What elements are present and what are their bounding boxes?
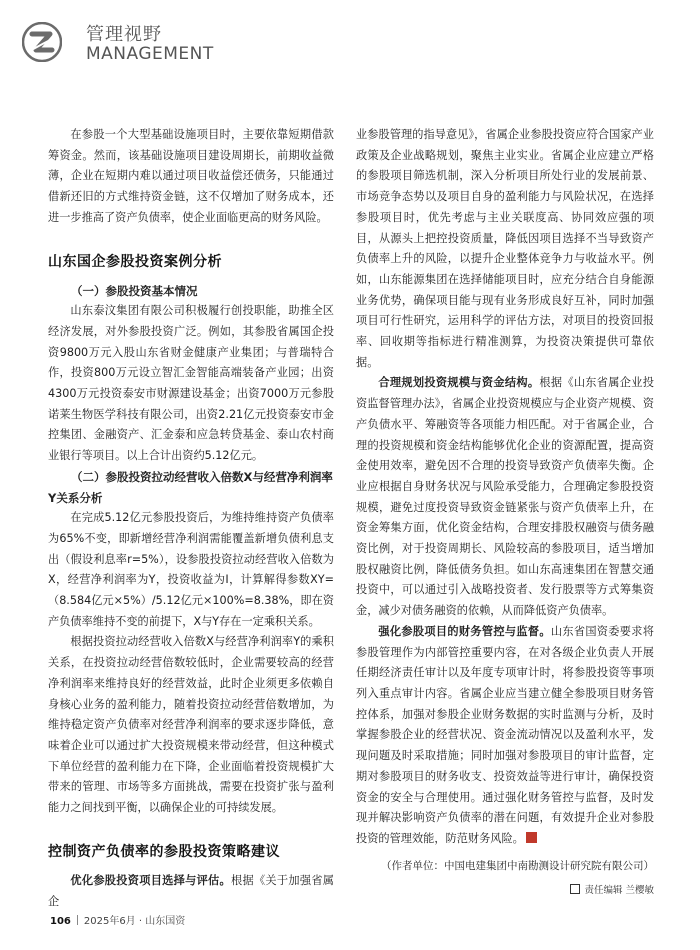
footer-divider <box>77 915 78 925</box>
right-column <box>356 125 654 896</box>
page-footer <box>50 912 185 927</box>
paragraph <box>48 871 334 912</box>
end-mark-icon <box>526 832 537 843</box>
editor-name: 责任编辑 兰樱敏 <box>584 884 654 896</box>
paragraph: 山东泰汶集团有限公司积极履行创投职能，助推全区经济发展，对外参股投资广泛。例如，其参股省属国企投资9800万元入股山东省财金健康产业集团；与普瑞特合作，投资800万元设立智汇金智能高端装备产业园；出资4300万元投资泰安市财源建设基金；出资7000万元参股诺莱生物医学科技有限公司，出资2.21亿元投资泰安市金控集团、金融资产、汇金泰和应急转贷基金、泰山农村商业银行等项目。以上合计出资约5.12亿元。 <box>48 304 334 463</box>
magazine-logo-icon <box>22 22 62 62</box>
paragraph <box>356 622 654 850</box>
paragraph-text: 根据《山东省属企业投资监督管理办法》，省属企业投资规模应与企业资产规模、资产负债水平、筹融资等各项能力相匹配。对于省属企业，合理的投资规模和资金结构能够优化企业的资源配置，提高资金使用效率，避免因不合理的投资导致资产负债率失衡。企业应根据自身财务状况与风险承受能力，合理确定参股投资规模，避免过度投资导致资金链紧张与资产负债率上升，在资金筹集方面，优化资金结构，合理安排股权融资与债务融资比例，对于投资周期长、风险较高的参股项目，适当增加股权融资比例，降低债务负担。如山东高速集团在智慧交通投资中，可以通过引入战略投资者、发行股票等方式筹集资金，减少对债务融资的依赖，从而降低资产负债率。 <box>356 376 654 618</box>
editor-credit <box>356 882 654 896</box>
paragraph: 在完成5.12亿元参股投资后，为维持维持资产负债率为65%不变，即新增经营净利润需能覆盖新增负债利息支出（假设利息率r=5%），设参股投资拉动经营收入倍数为X，经营净利润率为Y，投资收益为I，计算解得参数XY=（8.584亿元×5%）/5.12亿元×100%=8.38%，即在资产负债率维持不变的前提下，X与Y存在一定乘积关系。 <box>48 511 334 628</box>
heading-strategy: 控制资产负债率的参股投资策略建议 <box>48 843 280 860</box>
issue-info: 2025年6月 · 山东国资 <box>83 916 186 927</box>
paragraph-text: 山东省国资委要求将参股管理作为内部管控重要内容，在对各级企业负责人开展任期经济责任审计以及年度专项审计时，将参股投资等事项列入重点审计内容。省属企业应当建立健全参股项目财务管控体系，加强对参股企业财务数据的实时监测与分析，及时掌握参股企业的经营状况、资金流动情况以及盈利水平，发现问题及时采取措施；同时加强对参股项目的审计监督，定期对参股项目的财务收支、投资效益等进行审计，确保投资资金的安全与合理使用。通过强化财务管控与监督，及时发现并解决影响资产负债率的潜在问题，有效提升企业对参股投资的管理效能，防范财务风险。 <box>356 624 654 845</box>
left-column <box>48 125 334 912</box>
section-title-cn: 管理视野 <box>86 24 162 45</box>
subheading-xy-relation: （二）参股投资拉动经营收入倍数X与经营净利润率Y关系分析 <box>48 469 333 505</box>
heading-case-analysis: 山东国企参股投资案例分析 <box>48 253 222 270</box>
paragraph-keyword: 合理规划投资规模与资金结构。 <box>378 376 540 390</box>
page-number: 106 <box>50 916 71 927</box>
paragraph: 业参股管理的指导意见》，省属企业参股投资应符合国家产业政策及企业战略规划，聚焦主业实业。省属企业应建立严格的参股项目筛选机制，深入分析项目所处行业的发展前景、市场竞争态势以及项目自身的盈利能力与风险状况，在选择参股项目时，优先考虑与主业关联度高、协同效应强的项目，从源头上把控投资质量，降低因项目选择不当导致资产负债率上升的风险，以提升企业整体竞争力与收益水平。例如，山东能源集团在选择储能项目时，应充分结合自身能源业务优势，确保项目能与现有业务形成良好互补，同时加强项目可行性研究，运用科学的评估方法，对项目的投资回报率、回收期等指标进行精准测算，为投资决策提供可靠依据。 <box>356 128 654 369</box>
paragraph: 在参股一个大型基础设施项目时，主要依靠短期借款筹资金。然而，该基础设施项目建设周期长，前期收益微薄，企业在短期内难以通过项目收益偿还债务，只能通过借新还旧的方式维持资金链，这不仅增加了财务成本，还进一步推高了资产负债率，使企业面临更高的财务风险。 <box>48 128 334 224</box>
square-icon <box>570 884 580 894</box>
page-header <box>0 0 700 80</box>
paragraph-text: 根据《关于加强省属企 <box>48 873 334 908</box>
paragraph-keyword: 优化参股投资项目选择与评估。 <box>70 873 232 887</box>
section-title-en: MANAGEMENT <box>86 44 214 64</box>
paragraph: 根据投资拉动经营收入倍数X与经营净利润率Y的乘积关系，在投资拉动经营倍数较低时，企业需要较高的经营净利润率来维持良好的经营效益，此时企业须更多依赖自身核心业务的盈利能力，随着投资拉动经营倍数增加，为维持稳定资产负债率对经营净利润率的要求逐步降低，意味着企业可以通过扩大投资规模来带动经营，但这种模式下单位经营的盈利能力在下降，企业面临着投资规模扩大带来的管理、市场等多方面挑战，需要在投资扩张与盈利能力之间找到平衡，以确保企业的可持续发展。 <box>48 635 334 815</box>
subheading-basic-info: （一）参股投资基本情况 <box>71 283 198 298</box>
paragraph-keyword: 强化参股项目的财务管控与监督。 <box>378 624 551 638</box>
author-affiliation: （作者单位：中国电建集团中南勘测设计研究院有限公司） <box>381 859 654 872</box>
paragraph <box>356 373 654 621</box>
